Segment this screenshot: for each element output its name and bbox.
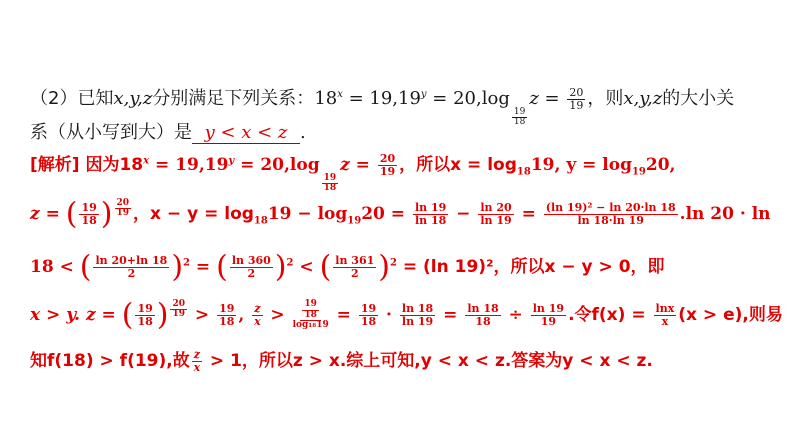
a3-rp2: ) xyxy=(274,249,287,285)
a1-base xyxy=(322,174,339,194)
a1-c: = 20,log xyxy=(234,155,320,175)
a3-frac2 xyxy=(230,255,273,279)
a3-frac3 xyxy=(333,255,376,279)
a4-f5n: ln 18 xyxy=(401,302,434,316)
a4-frac6 xyxy=(465,303,500,327)
analysis-line-1 xyxy=(30,150,675,194)
a1-ey: y xyxy=(228,155,235,167)
a2-frac3 xyxy=(544,202,678,226)
a4-d: > xyxy=(264,305,291,325)
q-eq3: = xyxy=(538,88,566,109)
q-tail-2: 的大小关 xyxy=(662,88,735,109)
q-log-base-num: 19 xyxy=(513,107,526,117)
a1-b: = 19,19 xyxy=(149,155,229,175)
a4-f8n: lnx xyxy=(655,302,675,316)
a5-a: 知f(18) > f(19),故 xyxy=(30,351,190,371)
a2-frac2 xyxy=(478,202,513,226)
a4-frac3 xyxy=(293,300,329,330)
a4-frac2 xyxy=(217,303,236,327)
a2-s2: 19 xyxy=(347,215,362,227)
a3-f1d: 2 xyxy=(127,267,136,280)
a4-i: .令f(x) = xyxy=(568,305,652,325)
a3-rp1: ) xyxy=(171,249,184,285)
a1-bd: 18 xyxy=(323,183,337,194)
a3-f3d: 2 xyxy=(350,267,359,280)
question-line-2 xyxy=(30,118,306,144)
q-exp-y: y xyxy=(420,89,427,100)
a1-d: z = xyxy=(340,155,376,175)
a2-frac1 xyxy=(413,202,448,226)
a4-f8d: x xyxy=(661,315,669,328)
a4-j: (x > e),则易 xyxy=(678,305,783,325)
q-vars: x,y,z xyxy=(113,88,153,109)
analysis-line-5 xyxy=(30,346,653,374)
a4-f2d: 18 xyxy=(219,315,235,328)
a4-rp: ) xyxy=(156,297,169,333)
q-period: . xyxy=(300,122,306,143)
a2-d: 20 = xyxy=(361,204,411,224)
q-log-base-den: 18 xyxy=(513,117,526,128)
a1-g: 20, xyxy=(645,155,676,175)
a3-f2n: ln 360 xyxy=(231,254,271,268)
a1-fn: 20 xyxy=(379,152,396,166)
a5-b: > 1，所以z > x.综上可知,y < x < z.答案为y < x < z. xyxy=(203,351,653,371)
a3-a: 18 < xyxy=(30,257,80,277)
a1-s1: 18 xyxy=(516,166,531,178)
q-prefix: （2）已知 xyxy=(30,88,114,109)
a4-frac4 xyxy=(359,303,378,327)
a5-zn: z xyxy=(193,348,200,362)
a4-fd: 18 xyxy=(137,315,153,328)
a4-frac5 xyxy=(400,303,435,327)
a2-c: 19 − log xyxy=(267,204,348,224)
a4-f6d: 18 xyxy=(475,315,491,328)
a2-e: − xyxy=(450,204,477,224)
a2-exp xyxy=(115,199,132,219)
a2-en: 20 xyxy=(116,198,130,208)
a1-fd: 19 xyxy=(379,165,396,178)
analysis-line-3 xyxy=(30,249,665,285)
a3-frac1 xyxy=(93,255,169,279)
a4-f4n: 19 xyxy=(360,302,377,316)
a4-frac xyxy=(135,303,154,327)
a4-frac7 xyxy=(531,303,566,327)
a5-zd: x xyxy=(193,361,201,374)
a3-sq2: 2 xyxy=(286,257,294,269)
q-vars-2: x,y,z xyxy=(623,88,663,109)
analysis-line-4 xyxy=(30,297,783,333)
a4-frac8 xyxy=(654,303,677,327)
a2-fn: 19 xyxy=(81,201,97,215)
a1-a: 因为18 xyxy=(79,155,144,175)
a4-g: = xyxy=(437,305,464,325)
a4-e: = xyxy=(330,305,357,325)
a2-b: ，x − y = log xyxy=(133,204,254,224)
q-eq2-rhs: = 20,log xyxy=(426,88,510,109)
a4-ed: 19 xyxy=(172,309,185,320)
a3-f2d: 2 xyxy=(247,267,256,280)
a3-b: = xyxy=(190,257,217,277)
q-log-arg: z xyxy=(529,88,539,109)
a3-lp1: ( xyxy=(79,249,92,285)
a4-h: ÷ xyxy=(502,305,529,325)
a4-a: x > y. z = xyxy=(30,305,122,325)
a4-fn: 19 xyxy=(137,302,153,316)
a3-d: = (ln 19)²，所以x − y > 0，即 xyxy=(396,257,665,277)
a2-f: = xyxy=(515,204,542,224)
a4-zx xyxy=(252,303,262,327)
a4-zn: z xyxy=(254,302,261,316)
a4-exp xyxy=(170,300,187,320)
q-line2: 系（从小写到大）是 xyxy=(30,122,192,143)
a3-sq3: 2 xyxy=(389,257,397,269)
a2-ed: 19 xyxy=(116,208,130,219)
a2-f3n: (ln 19)² − ln 20·ln 18 xyxy=(545,201,676,215)
a1-bn: 19 xyxy=(323,173,337,183)
a1-e: ，所以x = log xyxy=(399,155,517,175)
a3-f1n: ln 20+ln 18 xyxy=(95,254,168,268)
answer-blank: y < x < z xyxy=(192,122,300,144)
a1-s2: 19 xyxy=(631,166,646,178)
a1-ex: x xyxy=(143,155,150,167)
a2-f2d: ln 19 xyxy=(480,214,512,227)
a4-f7d: 19 xyxy=(540,315,557,328)
q-intro: 分别满足下列关系： xyxy=(152,88,315,109)
q-frac-num: 20 xyxy=(569,85,584,99)
q-frac-den: 19 xyxy=(569,98,584,112)
q-eq1-rhs: = 19,19 xyxy=(342,88,421,109)
q-eq1: 18 xyxy=(314,88,338,109)
a2-f1n: ln 19 xyxy=(414,201,447,215)
a4-f2n: 19 xyxy=(219,302,235,316)
analysis-tag: [解析] xyxy=(30,155,80,175)
a4-f3num xyxy=(300,300,321,321)
a3-c: < xyxy=(293,257,320,277)
a4-zd: x xyxy=(254,315,261,328)
a4-c: , xyxy=(238,305,251,325)
a1-f: 19, y = log xyxy=(530,155,632,175)
a2-g: .ln 20 · ln xyxy=(679,204,771,224)
a4-en: 20 xyxy=(172,299,185,309)
analysis-line-2 xyxy=(30,196,771,232)
a2-fd: 18 xyxy=(81,214,97,227)
a4-f5d: ln 19 xyxy=(401,315,434,328)
q-log-base xyxy=(512,108,527,128)
a4-f3nn: 19 xyxy=(304,299,317,310)
q-exp-x: x xyxy=(337,89,343,100)
a4-f4d: 18 xyxy=(360,315,377,328)
q-tail: ，则 xyxy=(587,88,624,109)
a2-a: z = xyxy=(30,204,66,224)
a2-s1: 18 xyxy=(253,215,268,227)
a4-f3d: log₁₈19 xyxy=(292,320,329,331)
a3-f3n: ln 361 xyxy=(335,254,375,268)
a2-lparen: ( xyxy=(65,196,78,232)
a2-rparen: ) xyxy=(100,196,113,232)
a4-lp: ( xyxy=(121,297,134,333)
a2-f1d: ln 18 xyxy=(414,214,447,227)
a4-f: · xyxy=(380,305,398,325)
a2-frac xyxy=(79,202,98,226)
a4-f6n: ln 18 xyxy=(467,302,499,316)
a4-f7n: ln 19 xyxy=(532,302,565,316)
a4-f3nd: 18 xyxy=(304,309,317,320)
q-frac xyxy=(567,87,585,111)
a3-sq1: 2 xyxy=(183,257,190,269)
a3-rp3: ) xyxy=(378,249,390,285)
a4-b: > xyxy=(189,305,216,325)
a1-frac xyxy=(378,153,397,177)
a3-lp3: ( xyxy=(319,249,332,285)
a2-f2n: ln 20 xyxy=(480,201,512,215)
a3-lp2: ( xyxy=(216,249,228,285)
a2-f3d: ln 18·ln 19 xyxy=(577,214,644,227)
a5-zx xyxy=(192,349,202,373)
